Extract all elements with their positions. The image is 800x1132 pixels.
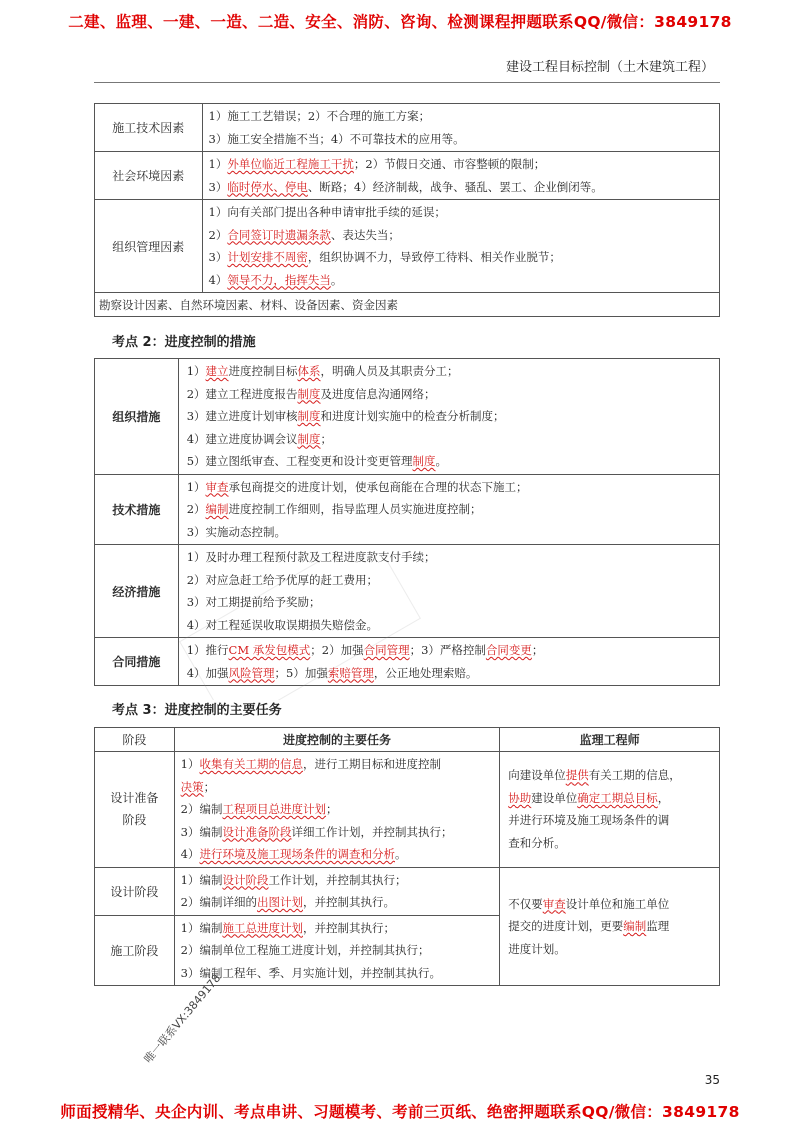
text-segment: ，公正地处理索赔。 bbox=[373, 665, 478, 680]
text-segment: 建设单位 bbox=[531, 790, 578, 805]
text-segment: 3）施工安全措施不当；4）不可靠技术的应用等。 bbox=[208, 131, 465, 146]
highlighted-term: 进行环境及施工现场条件的调查和分析 bbox=[199, 847, 395, 861]
other-factors: 勘察设计因素、自然环境因素、材料、设备因素、资金因素 bbox=[95, 293, 720, 317]
text-segment: 。 bbox=[435, 454, 448, 468]
delay-factors-table bbox=[94, 103, 720, 317]
highlighted-term: 确定工期总目标 bbox=[577, 790, 658, 805]
text-segment: ； bbox=[531, 643, 544, 657]
text-line bbox=[181, 891, 499, 914]
header-engineer: 监理工程师 bbox=[500, 728, 720, 752]
table-row bbox=[95, 474, 720, 545]
stage-name: 设计阶段 bbox=[95, 867, 175, 915]
text-line bbox=[209, 246, 718, 269]
text-segment: 提交的进度计划，更要 bbox=[508, 919, 624, 933]
measure-category: 技术措施 bbox=[95, 474, 179, 545]
text-segment: ，并控制其执行。 bbox=[302, 895, 395, 909]
factor-category: 社会环境因素 bbox=[95, 152, 203, 200]
text-segment: 2）建立工程进度报告 bbox=[186, 386, 298, 401]
text-segment: 2） bbox=[208, 227, 228, 242]
text-segment: 3）实施动态控制。 bbox=[186, 524, 287, 539]
text-segment: 设计单位和施工单位 bbox=[565, 896, 670, 911]
text-line bbox=[209, 105, 718, 128]
text-segment: 2）对应急赶工给予优厚的赶工费用； bbox=[186, 572, 379, 587]
text-segment: 3） bbox=[208, 250, 228, 264]
text-line bbox=[209, 224, 718, 247]
text-segment: 1）施工工艺错误；2）不合理的施工方案； bbox=[208, 109, 431, 123]
highlighted-term: 体系 bbox=[297, 364, 321, 378]
text-line bbox=[209, 176, 718, 199]
text-line bbox=[508, 938, 711, 961]
text-line bbox=[181, 962, 499, 985]
text-segment: 进度计划。 bbox=[508, 941, 566, 956]
table-row bbox=[95, 104, 720, 152]
text-segment: 。 bbox=[330, 272, 343, 287]
highlighted-term: 临时停水、停电 bbox=[227, 179, 308, 194]
text-segment: 1）编制 bbox=[180, 920, 223, 935]
handwritten-contact-note: 唯一联系VX:3849178 bbox=[141, 971, 224, 1066]
text-line bbox=[209, 269, 718, 292]
text-segment: 1） bbox=[186, 479, 206, 494]
text-segment: 查和分析。 bbox=[508, 835, 566, 850]
text-segment: 、表达失当； bbox=[330, 227, 400, 242]
text-line bbox=[508, 809, 711, 832]
highlighted-term: 制度 bbox=[297, 386, 321, 401]
text-segment: ；2）节假日交通、市容整顿的限制； bbox=[353, 157, 546, 171]
page-number: 35 bbox=[704, 1073, 720, 1087]
measure-category: 经济措施 bbox=[95, 545, 179, 638]
highlighted-term: 风险管理 bbox=[228, 665, 275, 680]
text-segment: 1）及时办理工程预付款及工程进度款支付手续； bbox=[186, 550, 436, 564]
header-stage: 阶段 bbox=[95, 728, 175, 752]
text-segment: ，组织协调不力，导致停工待料、相关作业脱节； bbox=[307, 250, 561, 264]
bottom-banner: 师面授精华、央企内训、考点串讲、习题模考、考前三页纸、绝密押题联系QQ/微信：3849178 bbox=[60, 1103, 740, 1121]
highlighted-term: 编制 bbox=[623, 919, 647, 933]
watermark-stamp bbox=[170, 560, 430, 700]
header-tasks: 进度控制的主要任务 bbox=[174, 728, 500, 752]
stage-tasks bbox=[174, 915, 500, 986]
text-segment: 5）建立图纸审查、工程变更和设计变更管理 bbox=[186, 454, 413, 468]
text-line bbox=[187, 405, 718, 428]
text-line bbox=[181, 869, 499, 892]
text-line bbox=[187, 360, 718, 383]
text-segment: 4） bbox=[180, 847, 200, 861]
text-segment: 并进行环境及施工现场条件的调 bbox=[508, 813, 670, 828]
highlighted-term: 决策 bbox=[180, 779, 204, 794]
highlighted-term: 计划安排不周密 bbox=[227, 250, 308, 264]
text-segment: 2）编制单位工程施工进度计划，并控制其执行； bbox=[180, 943, 430, 957]
text-line bbox=[181, 917, 499, 940]
highlighted-term: CM 承发包模式 bbox=[228, 643, 311, 657]
highlighted-term: 建立 bbox=[205, 364, 229, 378]
text-segment: 2）编制 bbox=[180, 802, 223, 816]
text-segment: ；3）严格控制 bbox=[409, 643, 486, 657]
progress-tasks-table bbox=[94, 727, 720, 986]
text-line bbox=[181, 798, 499, 821]
text-segment: 有关工期的信息， bbox=[588, 768, 681, 783]
text-line bbox=[187, 428, 718, 451]
text-line bbox=[508, 787, 711, 810]
highlighted-term: 收集有关工期的信息 bbox=[199, 757, 303, 771]
text-segment: 工作计划，并控制其执行； bbox=[268, 872, 407, 887]
text-line bbox=[508, 764, 711, 787]
table-row bbox=[95, 359, 720, 475]
text-segment: 及进度信息沟通网络； bbox=[320, 386, 436, 401]
text-segment: 3）编制工程年、季、月实施计划，并控制其执行。 bbox=[180, 965, 441, 980]
section3-title: 考点 3：进度控制的主要任务 bbox=[112, 703, 282, 718]
text-segment: 详细工作计划，并控制其执行； bbox=[291, 824, 453, 839]
stage-tasks bbox=[174, 867, 500, 915]
highlighted-term: 设计阶段 bbox=[222, 872, 269, 887]
text-line bbox=[508, 832, 711, 855]
highlighted-term: 合同管理 bbox=[363, 643, 410, 657]
text-segment: ； bbox=[325, 802, 338, 816]
header-divider bbox=[94, 82, 720, 83]
highlighted-term: 制度 bbox=[297, 409, 321, 423]
stage-name: 设计准备阶段 bbox=[95, 752, 175, 868]
measure-details bbox=[178, 474, 719, 545]
top-banner: 二建、监理、一建、一造、二造、安全、消防、咨询、检测课程押题联系QQ/微信：3849178 bbox=[68, 13, 732, 31]
text-segment: 3）编制 bbox=[180, 824, 223, 839]
text-line bbox=[508, 915, 711, 938]
text-line bbox=[209, 128, 718, 151]
highlighted-term: 制度 bbox=[412, 454, 436, 468]
text-line bbox=[187, 476, 718, 499]
highlighted-term: 审查 bbox=[205, 479, 229, 494]
highlighted-term: 制度 bbox=[297, 431, 321, 446]
engineer-role bbox=[500, 752, 720, 868]
stage-name: 施工阶段 bbox=[95, 915, 175, 986]
text-segment: 3）建立进度计划审核 bbox=[186, 409, 298, 423]
text-segment: 不仅要 bbox=[508, 896, 543, 911]
text-segment: ， bbox=[657, 790, 670, 805]
table-row bbox=[95, 293, 720, 317]
text-line bbox=[187, 383, 718, 406]
text-segment: 4）建立进度协调会议 bbox=[186, 431, 298, 446]
text-line bbox=[187, 498, 718, 521]
text-segment: ，进行工期目标和进度控制 bbox=[302, 757, 441, 771]
text-line bbox=[187, 521, 718, 544]
text-line bbox=[181, 843, 499, 866]
text-line bbox=[209, 153, 718, 176]
text-segment: 2）编制详细的 bbox=[180, 895, 257, 909]
factor-category: 组织管理因素 bbox=[95, 200, 203, 293]
factor-category: 施工技术因素 bbox=[95, 104, 203, 152]
text-line bbox=[508, 893, 711, 916]
text-segment: ；5）加强 bbox=[274, 665, 328, 680]
text-segment: ； bbox=[320, 431, 333, 446]
highlighted-term: 施工总进度计划 bbox=[222, 920, 303, 935]
measure-details bbox=[178, 359, 719, 475]
measure-category: 组织措施 bbox=[95, 359, 179, 475]
highlighted-term: 协助 bbox=[508, 790, 532, 805]
highlighted-term: 索赔管理 bbox=[327, 665, 374, 680]
table-row bbox=[95, 752, 720, 868]
stage-tasks bbox=[174, 752, 500, 868]
highlighted-term: 合同签订时遗漏条款 bbox=[227, 227, 331, 242]
text-segment: ，并控制其执行； bbox=[302, 920, 395, 935]
highlighted-term: 提供 bbox=[565, 768, 589, 783]
text-segment: 1）推行 bbox=[186, 643, 229, 657]
highlighted-term: 合同变更 bbox=[485, 643, 532, 657]
factor-details bbox=[202, 104, 719, 152]
text-line bbox=[187, 450, 718, 473]
text-segment: 4）对工程延误收取误期损失赔偿金。 bbox=[186, 617, 379, 632]
text-segment: 4）加强 bbox=[186, 665, 229, 680]
highlighted-term: 设计准备阶段 bbox=[222, 824, 292, 839]
text-segment: 进度控制工作细则，指导监理人员实施进度控制； bbox=[228, 502, 482, 516]
text-segment: 3） bbox=[208, 179, 228, 194]
text-segment: 1）编制 bbox=[180, 872, 223, 887]
text-line bbox=[181, 753, 499, 776]
section2-title: 考点 2：进度控制的措施 bbox=[112, 335, 256, 350]
table-row bbox=[95, 152, 720, 200]
table-row bbox=[95, 867, 720, 915]
text-segment: ； bbox=[203, 779, 216, 794]
factor-details bbox=[202, 200, 719, 293]
text-segment: 1）向有关部门提出各种申请审批手续的延误； bbox=[208, 205, 446, 219]
text-segment: 进度控制目标 bbox=[228, 364, 298, 378]
text-line bbox=[181, 821, 499, 844]
text-segment: 向建设单位 bbox=[508, 768, 566, 783]
measure-category: 合同措施 bbox=[95, 638, 179, 686]
text-segment: 和进度计划实施中的检查分析制度； bbox=[320, 409, 505, 423]
header-title: 建设工程目标控制（土木建筑工程） bbox=[505, 60, 714, 75]
text-segment: 4） bbox=[208, 272, 228, 287]
text-segment: ；2）加强 bbox=[310, 643, 364, 657]
engineer-role bbox=[500, 867, 720, 986]
factor-details bbox=[202, 152, 719, 200]
highlighted-term: 外单位临近工程施工干扰 bbox=[227, 157, 354, 171]
highlighted-term: 审查 bbox=[542, 896, 566, 911]
text-segment: 承包商提交的进度计划，使承包商能在合理的状态下施工； bbox=[228, 479, 528, 494]
text-segment: ，明确人员及其职责分工； bbox=[320, 364, 459, 378]
text-segment: 1） bbox=[186, 364, 206, 378]
text-segment: 2） bbox=[186, 502, 206, 516]
text-segment: 。 bbox=[394, 847, 407, 861]
text-segment: 3）对工期提前给予奖励； bbox=[186, 595, 321, 609]
text-line bbox=[181, 776, 499, 799]
text-segment: 1） bbox=[208, 157, 228, 171]
text-segment: 1） bbox=[180, 757, 200, 771]
text-line bbox=[209, 201, 718, 224]
text-segment: 监理 bbox=[646, 919, 670, 933]
highlighted-term: 编制 bbox=[205, 502, 229, 516]
text-segment: 、断路；4）经济制裁，战争、骚乱、罢工、企业倒闭等。 bbox=[307, 179, 603, 194]
text-line bbox=[181, 939, 499, 962]
highlighted-term: 领导不力，指挥失当 bbox=[227, 272, 331, 287]
highlighted-term: 工程项目总进度计划 bbox=[222, 802, 326, 816]
table-row bbox=[95, 200, 720, 293]
highlighted-term: 出图计划 bbox=[256, 895, 303, 909]
